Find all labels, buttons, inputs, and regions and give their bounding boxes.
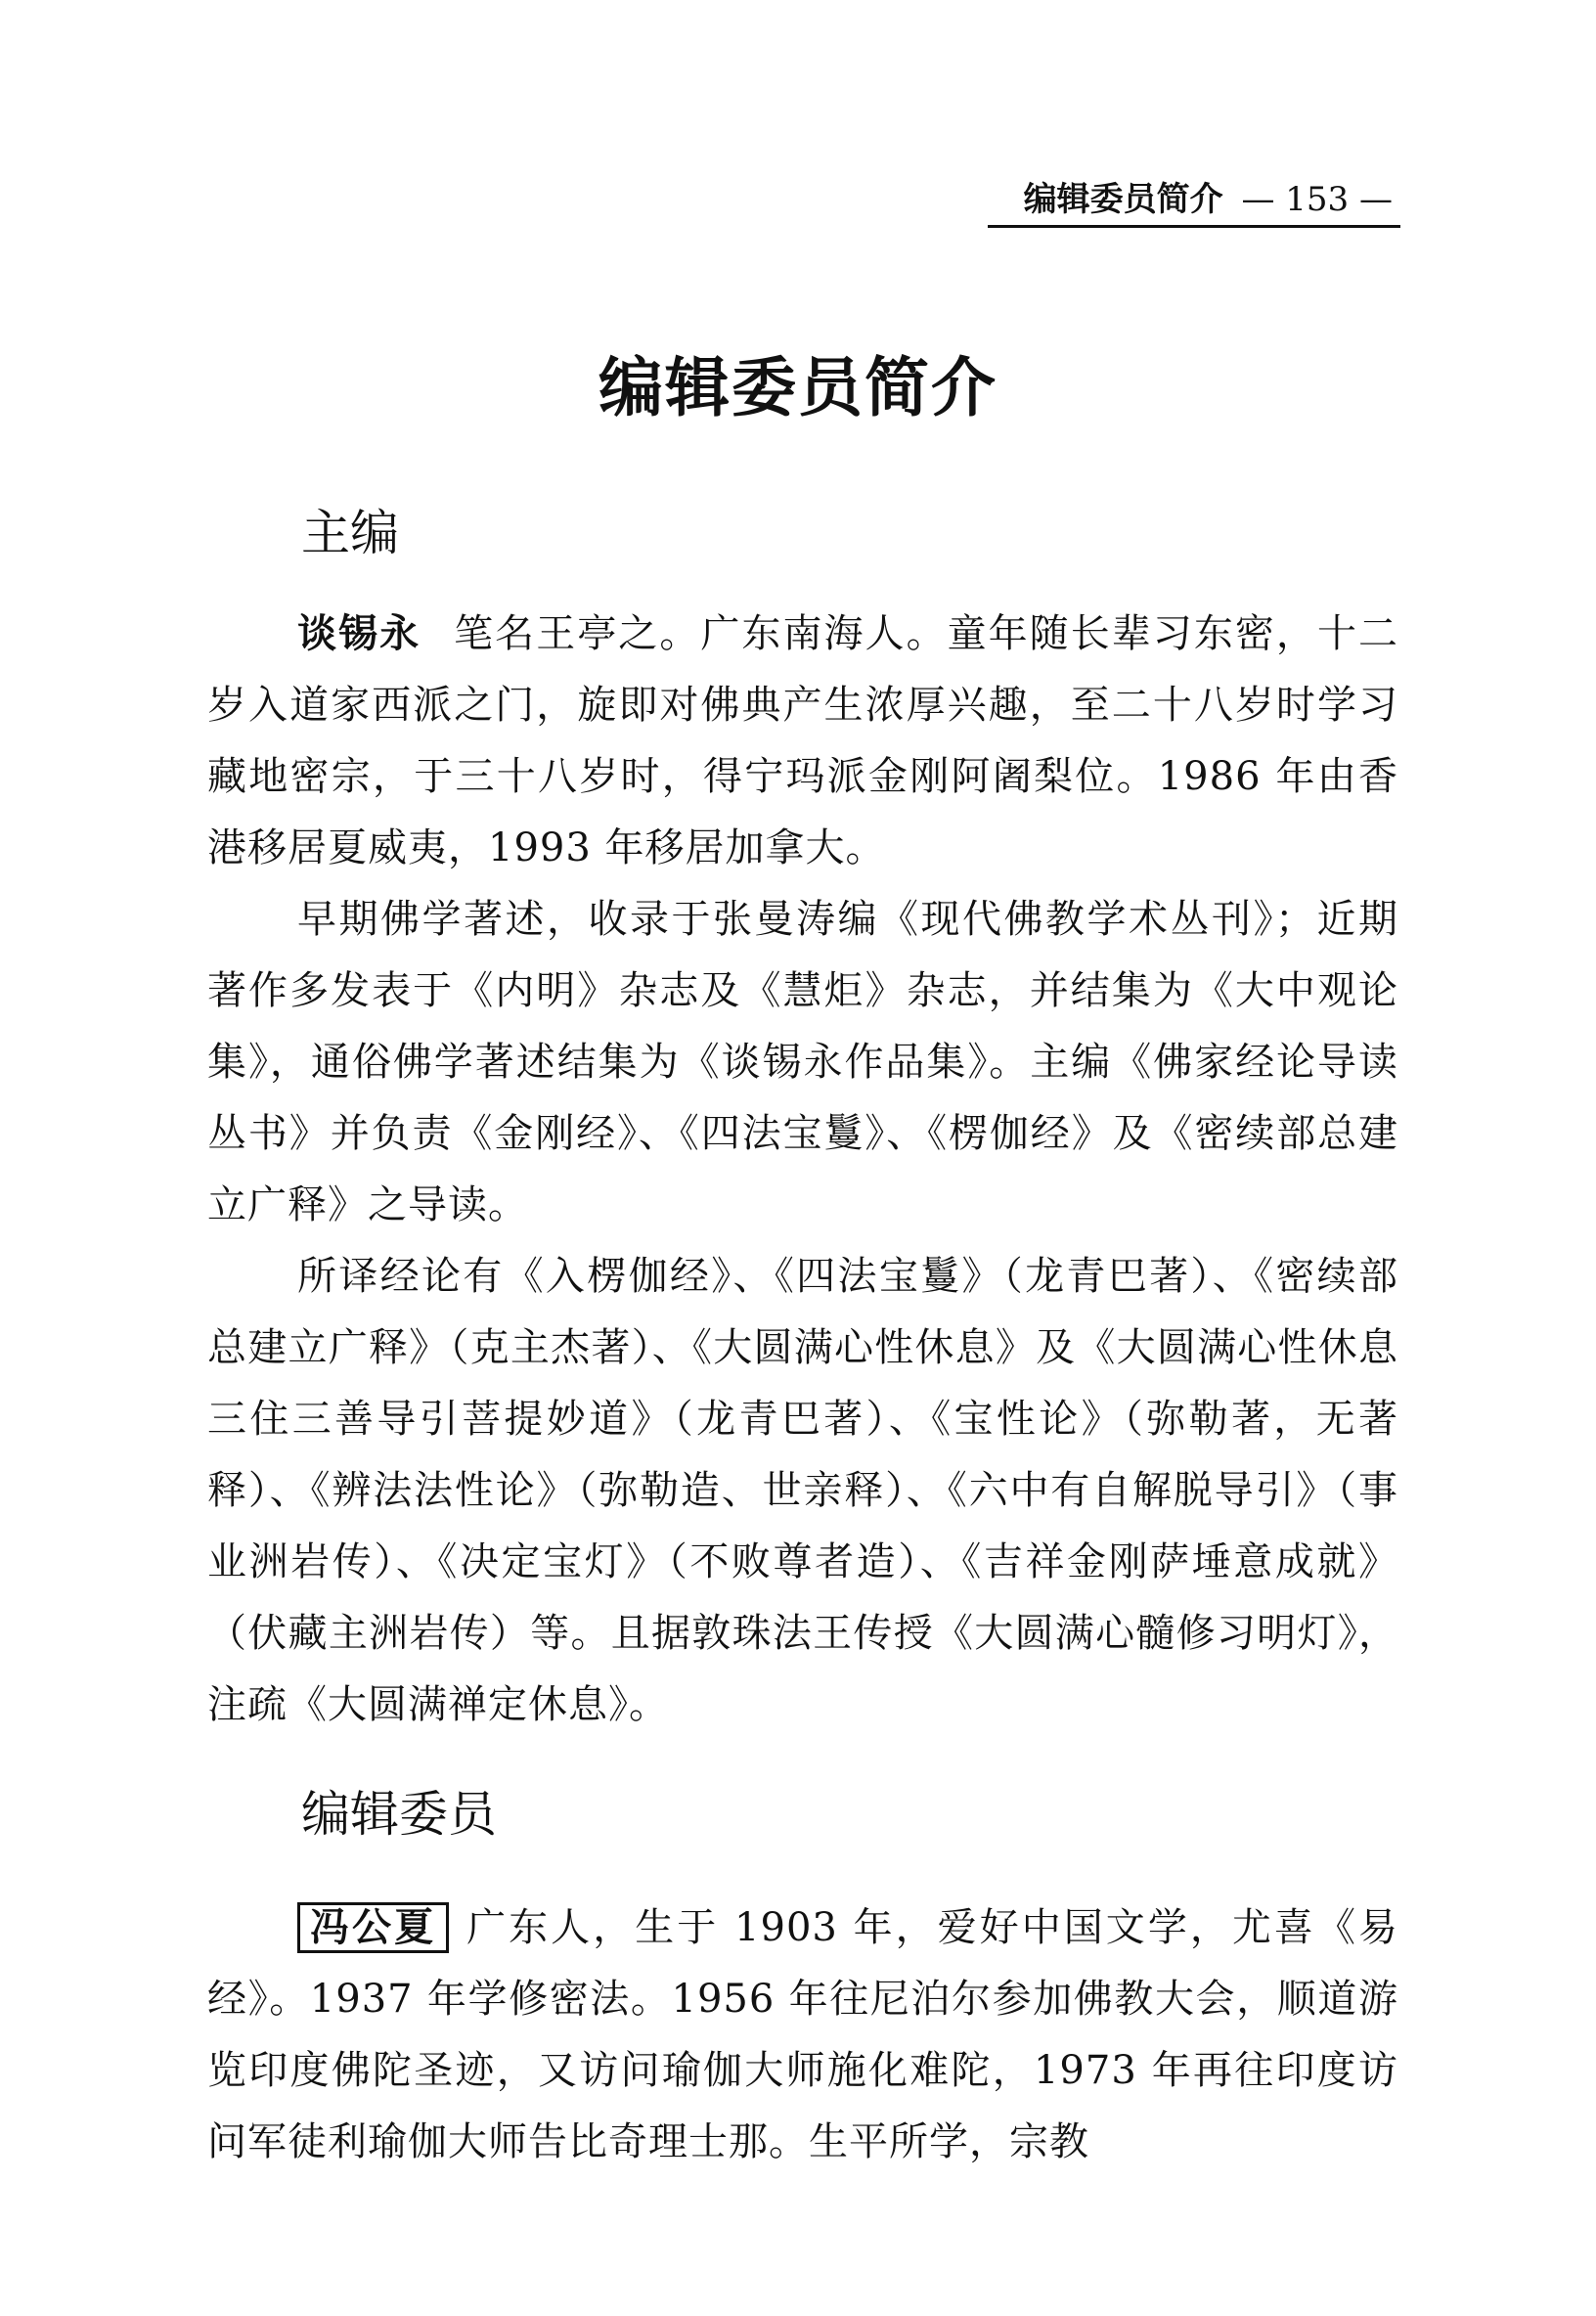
person-name: 谈锡永 — [297, 611, 421, 656]
bio-paragraph — [207, 599, 1398, 884]
page-number: — 153 — — [1241, 180, 1393, 219]
page-title: 编辑委员简介 — [598, 350, 998, 425]
bio-text: 广东人，生于 1903 年，爱好中国文学，尤喜《易经》。1937 年学修密法。1956 年往尼泊尔参加佛教大会，顺道游览印度佛陀圣迹，又访问瑜伽大师施化难陀，1973 年再往印度访问军徒利瑜伽大师告比奇理士那。生平所学，宗教 — [207, 1905, 1399, 2164]
bio-paragraph: 所译经论有《入楞伽经》、《四法宝鬘》（龙青巴著）、《密续部总建立广释》（克主杰著）、《大圆满心性休息》及《大圆满心性休息三住三善导引菩提妙道》（龙青巴著）、《宝性论》（弥勒著，无著释）、《辨法法性论》（弥勒造、世亲释）、《六中有自解脱导引》（事业洲岩传）、《决定宝灯》（不败尊者造）、《吉祥金刚萨埵意成就》（伏藏主洲岩传）等。且据敦珠法王传授《大圆满心髓修习明灯》，注疏《大圆满禅定休息》。 — [207, 1254, 1398, 1727]
bio-text: 笔名王亭之。广东南海人。童年随长辈习东密，十二岁入道家西派之门，旋即对佛典产生浓厚兴趣，至二十八岁时学习藏地密宗，于三十八岁时，得宁玛派金刚阿阇梨位。1986 年由香港移居夏威夷，1993 年移居加拿大。 — [207, 611, 1399, 870]
running-head-title: 编辑委员简介 — [1023, 180, 1223, 219]
person-name-boxed: 冯公夏 — [297, 1902, 449, 1953]
editorial-board-bio — [207, 1893, 1398, 2178]
bio-paragraph — [207, 1893, 1398, 2178]
section-heading-editorial-board: 编辑委员 — [301, 1786, 497, 1843]
running-head — [988, 178, 1400, 228]
bio-paragraph: 早期佛学著述，收录于张曼涛编《现代佛教学术丛刊》；近期著作多发表于《内明》杂志及《慧炬》杂志，并结集为《大中观论集》，通俗佛学著述结集为《谈锡永作品集》。主编《佛家经论导读丛书》并负责《金刚经》、《四法宝鬘》、《楞伽经》及《密续部总建立广释》之导读。 — [207, 897, 1398, 1227]
section-heading-chief-editor: 主编 — [301, 505, 399, 561]
chief-editor-bio — [207, 599, 1398, 1741]
